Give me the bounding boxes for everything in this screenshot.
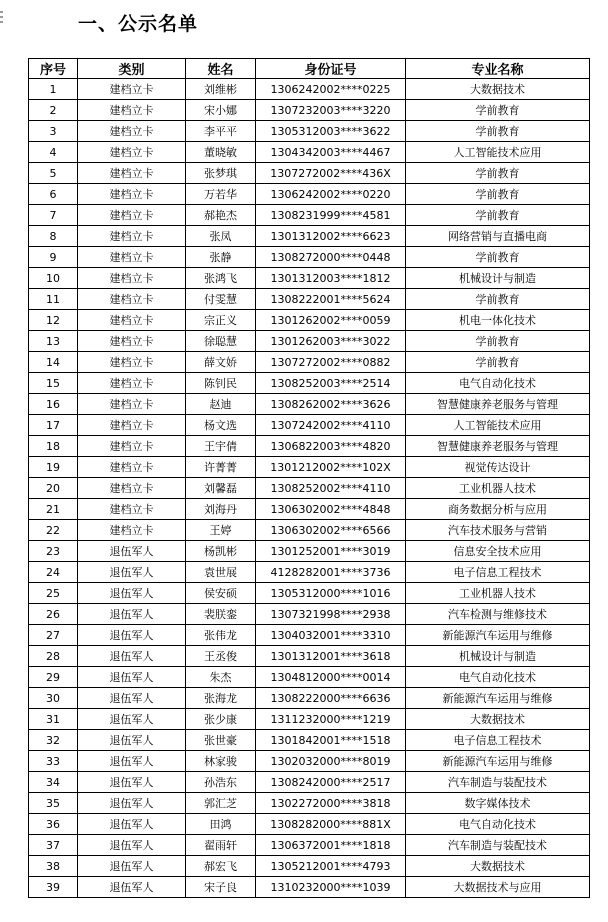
cell-id-number: 1310232000****1039: [256, 877, 406, 898]
cell-id-number: 1308222000****6636: [256, 688, 406, 709]
cell-category: 建档立卡: [78, 100, 186, 121]
cell-id-number: 1304032001****3310: [256, 625, 406, 646]
table-row: [29, 793, 590, 814]
cell-category: 建档立卡: [78, 436, 186, 457]
cell-category: 退伍军人: [78, 583, 186, 604]
cell-index: 27: [29, 625, 78, 646]
cell-major: 学前教育: [406, 331, 590, 352]
cell-id-number: 1305312003****3622: [256, 121, 406, 142]
cell-name: 朱杰: [186, 667, 256, 688]
table-row: [29, 814, 590, 835]
cell-name: 郝艳杰: [186, 205, 256, 226]
cell-name: 孙浩东: [186, 772, 256, 793]
header-category: 类别: [78, 59, 186, 79]
cell-index: 39: [29, 877, 78, 898]
cell-id-number: 1307232003****3220: [256, 100, 406, 121]
cell-major: 机械设计与制造: [406, 646, 590, 667]
cell-category: 建档立卡: [78, 226, 186, 247]
cell-name: 万若华: [186, 184, 256, 205]
table-row: [29, 562, 590, 583]
cell-index: 9: [29, 247, 78, 268]
cell-category: 退伍军人: [78, 541, 186, 562]
header-index: 序号: [29, 59, 78, 79]
table-row: [29, 184, 590, 205]
cell-name: 翟雨轩: [186, 835, 256, 856]
cell-index: 38: [29, 856, 78, 877]
cell-category: 建档立卡: [78, 310, 186, 331]
cell-id-number: 1304342003****4467: [256, 142, 406, 163]
cell-index: 13: [29, 331, 78, 352]
cell-id-number: 1306302002****6566: [256, 520, 406, 541]
cell-major: 汽车技术服务与营销: [406, 520, 590, 541]
cell-id-number: 1308262002****3626: [256, 394, 406, 415]
cell-category: 建档立卡: [78, 121, 186, 142]
cell-id-number: 1305312000****1016: [256, 583, 406, 604]
cell-name: 王婷: [186, 520, 256, 541]
table-row: [29, 121, 590, 142]
cell-name: 张静: [186, 247, 256, 268]
cell-index: 18: [29, 436, 78, 457]
cell-index: 30: [29, 688, 78, 709]
table-row: [29, 289, 590, 310]
cell-category: 退伍军人: [78, 646, 186, 667]
cell-major: 大数据技术: [406, 709, 590, 730]
cell-major: 网络营销与直播电商: [406, 226, 590, 247]
table-row: [29, 856, 590, 877]
cell-index: 23: [29, 541, 78, 562]
cell-index: 28: [29, 646, 78, 667]
cell-id-number: 1301842001****1518: [256, 730, 406, 751]
drag-handle-icon[interactable]: [0, 11, 5, 26]
table-row: [29, 373, 590, 394]
cell-name: 张少康: [186, 709, 256, 730]
cell-name: 裴朕銮: [186, 604, 256, 625]
cell-category: 退伍军人: [78, 856, 186, 877]
cell-major: 新能源汽车运用与维修: [406, 751, 590, 772]
cell-category: 建档立卡: [78, 478, 186, 499]
cell-category: 建档立卡: [78, 352, 186, 373]
cell-major: 工业机器人技术: [406, 478, 590, 499]
cell-id-number: 1307272002****436X: [256, 163, 406, 184]
cell-index: 10: [29, 268, 78, 289]
cell-major: 电气自动化技术: [406, 667, 590, 688]
table-row: [29, 310, 590, 331]
cell-index: 16: [29, 394, 78, 415]
cell-category: 建档立卡: [78, 163, 186, 184]
cell-major: 汽车制造与装配技术: [406, 835, 590, 856]
table-row: [29, 100, 590, 121]
cell-id-number: 1301312003****1812: [256, 268, 406, 289]
cell-id-number: 1308252003****2514: [256, 373, 406, 394]
cell-index: 5: [29, 163, 78, 184]
cell-index: 36: [29, 814, 78, 835]
cell-index: 6: [29, 184, 78, 205]
table-row: [29, 163, 590, 184]
cell-name: 刘维彬: [186, 79, 256, 100]
cell-major: 机电一体化技术: [406, 310, 590, 331]
cell-major: 电子信息工程技术: [406, 562, 590, 583]
table-row: [29, 646, 590, 667]
cell-name: 陈钊民: [186, 373, 256, 394]
cell-name: 张海龙: [186, 688, 256, 709]
table-row: [29, 583, 590, 604]
table-row: [29, 142, 590, 163]
cell-major: 学前教育: [406, 100, 590, 121]
cell-major: 学前教育: [406, 352, 590, 373]
cell-name: 宋小娜: [186, 100, 256, 121]
cell-category: 建档立卡: [78, 205, 186, 226]
cell-name: 徐聪慧: [186, 331, 256, 352]
cell-category: 建档立卡: [78, 415, 186, 436]
cell-category: 退伍军人: [78, 835, 186, 856]
cell-name: 王丞俊: [186, 646, 256, 667]
cell-name: 林家骏: [186, 751, 256, 772]
table-row: [29, 688, 590, 709]
cell-index: 24: [29, 562, 78, 583]
table-row: [29, 415, 590, 436]
cell-id-number: 1301212002****102X: [256, 457, 406, 478]
cell-id-number: 1311232000****1219: [256, 709, 406, 730]
table-row: [29, 730, 590, 751]
cell-category: 建档立卡: [78, 373, 186, 394]
cell-major: 汽车检测与维修技术: [406, 604, 590, 625]
cell-name: 张凤: [186, 226, 256, 247]
table-row: [29, 436, 590, 457]
cell-id-number: 1308242000****2517: [256, 772, 406, 793]
table-header-row: [29, 59, 590, 79]
cell-index: 20: [29, 478, 78, 499]
cell-id-number: 1304812000****0014: [256, 667, 406, 688]
cell-index: 33: [29, 751, 78, 772]
cell-index: 21: [29, 499, 78, 520]
cell-major: 学前教育: [406, 121, 590, 142]
table-row: [29, 625, 590, 646]
cell-category: 退伍军人: [78, 877, 186, 898]
cell-index: 32: [29, 730, 78, 751]
cell-major: 学前教育: [406, 289, 590, 310]
cell-category: 退伍军人: [78, 814, 186, 835]
cell-index: 37: [29, 835, 78, 856]
cell-id-number: 1301312002****6623: [256, 226, 406, 247]
cell-name: 赵迪: [186, 394, 256, 415]
cell-name: 张伟龙: [186, 625, 256, 646]
table-row: [29, 205, 590, 226]
cell-category: 建档立卡: [78, 142, 186, 163]
cell-major: 大数据技术: [406, 79, 590, 100]
cell-id-number: 1308272000****0448: [256, 247, 406, 268]
cell-id-number: 1305212001****4793: [256, 856, 406, 877]
table-row: [29, 667, 590, 688]
table-row: [29, 772, 590, 793]
cell-major: 新能源汽车运用与维修: [406, 625, 590, 646]
cell-name: 刘海丹: [186, 499, 256, 520]
table-row: [29, 520, 590, 541]
cell-name: 宗正义: [186, 310, 256, 331]
cell-category: 退伍军人: [78, 562, 186, 583]
cell-id-number: 1301262002****0059: [256, 310, 406, 331]
cell-category: 退伍军人: [78, 604, 186, 625]
cell-major: 人工智能技术应用: [406, 415, 590, 436]
cell-name: 李平平: [186, 121, 256, 142]
cell-id-number: 1306372001****1818: [256, 835, 406, 856]
cell-id-number: 1307321998****2938: [256, 604, 406, 625]
cell-index: 17: [29, 415, 78, 436]
cell-id-number: 1307242002****4110: [256, 415, 406, 436]
cell-name: 郝宏飞: [186, 856, 256, 877]
table-row: [29, 79, 590, 100]
cell-id-number: 1306242002****0225: [256, 79, 406, 100]
table-row: [29, 457, 590, 478]
cell-major: 电气自动化技术: [406, 373, 590, 394]
cell-index: 3: [29, 121, 78, 142]
cell-category: 建档立卡: [78, 289, 186, 310]
cell-category: 退伍军人: [78, 688, 186, 709]
cell-category: 退伍军人: [78, 667, 186, 688]
table-row: [29, 604, 590, 625]
cell-index: 12: [29, 310, 78, 331]
table-row: [29, 478, 590, 499]
table-row: [29, 352, 590, 373]
section-title: 一、公示名单: [78, 13, 199, 35]
cell-name: 郭汇芝: [186, 793, 256, 814]
cell-major: 商务数据分析与应用: [406, 499, 590, 520]
cell-index: 25: [29, 583, 78, 604]
cell-name: 付雯慧: [186, 289, 256, 310]
cell-major: 人工智能技术应用: [406, 142, 590, 163]
cell-major: 机械设计与制造: [406, 268, 590, 289]
cell-category: 退伍军人: [78, 751, 186, 772]
cell-major: 学前教育: [406, 184, 590, 205]
cell-major: 信息安全技术应用: [406, 541, 590, 562]
cell-category: 退伍军人: [78, 793, 186, 814]
cell-name: 董晓敏: [186, 142, 256, 163]
cell-category: 建档立卡: [78, 520, 186, 541]
cell-category: 建档立卡: [78, 79, 186, 100]
header-major: 专业名称: [406, 59, 590, 79]
cell-id-number: 1302032000****8019: [256, 751, 406, 772]
cell-major: 电子信息工程技术: [406, 730, 590, 751]
cell-name: 杨凯彬: [186, 541, 256, 562]
cell-major: 学前教育: [406, 205, 590, 226]
cell-id-number: 1308252002****4110: [256, 478, 406, 499]
table-row: [29, 394, 590, 415]
cell-category: 建档立卡: [78, 331, 186, 352]
cell-major: 视觉传达设计: [406, 457, 590, 478]
table-row: [29, 751, 590, 772]
cell-index: 4: [29, 142, 78, 163]
table-row: [29, 877, 590, 898]
table-row: [29, 247, 590, 268]
cell-index: 14: [29, 352, 78, 373]
cell-name: 张梦琪: [186, 163, 256, 184]
cell-name: 田鸿: [186, 814, 256, 835]
cell-major: 智慧健康养老服务与管理: [406, 436, 590, 457]
cell-category: 退伍军人: [78, 709, 186, 730]
cell-major: 学前教育: [406, 163, 590, 184]
cell-id-number: 1301262003****3022: [256, 331, 406, 352]
cell-category: 建档立卡: [78, 268, 186, 289]
cell-index: 2: [29, 100, 78, 121]
cell-category: 建档立卡: [78, 184, 186, 205]
cell-id-number: 1301312001****3618: [256, 646, 406, 667]
cell-index: 31: [29, 709, 78, 730]
cell-major: 工业机器人技术: [406, 583, 590, 604]
cell-name: 张鸿飞: [186, 268, 256, 289]
header-id-number: 身份证号: [256, 59, 406, 79]
cell-major: 数字媒体技术: [406, 793, 590, 814]
cell-id-number: 1306302002****4848: [256, 499, 406, 520]
cell-id-number: 1308282000****881X: [256, 814, 406, 835]
cell-id-number: 1301252001****3019: [256, 541, 406, 562]
cell-category: 建档立卡: [78, 499, 186, 520]
cell-name: 侯安硕: [186, 583, 256, 604]
cell-index: 22: [29, 520, 78, 541]
cell-category: 退伍军人: [78, 730, 186, 751]
cell-index: 29: [29, 667, 78, 688]
cell-index: 7: [29, 205, 78, 226]
cell-category: 建档立卡: [78, 247, 186, 268]
cell-index: 26: [29, 604, 78, 625]
cell-index: 11: [29, 289, 78, 310]
cell-name: 袁世展: [186, 562, 256, 583]
table-row: [29, 709, 590, 730]
cell-id-number: 4128282001****3736: [256, 562, 406, 583]
cell-category: 退伍军人: [78, 772, 186, 793]
cell-name: 王宇倩: [186, 436, 256, 457]
table-row: [29, 331, 590, 352]
table-row: [29, 268, 590, 289]
cell-major: 智慧健康养老服务与管理: [406, 394, 590, 415]
cell-index: 1: [29, 79, 78, 100]
cell-name: 许菁菁: [186, 457, 256, 478]
cell-name: 薛文娇: [186, 352, 256, 373]
cell-index: 15: [29, 373, 78, 394]
table-row: [29, 835, 590, 856]
cell-index: 8: [29, 226, 78, 247]
cell-name: 宋子良: [186, 877, 256, 898]
public-list-table: [28, 58, 590, 898]
cell-category: 退伍军人: [78, 625, 186, 646]
header-name: 姓名: [186, 59, 256, 79]
cell-major: 新能源汽车运用与维修: [406, 688, 590, 709]
cell-major: 学前教育: [406, 247, 590, 268]
cell-category: 建档立卡: [78, 394, 186, 415]
cell-index: 19: [29, 457, 78, 478]
cell-name: 刘馨磊: [186, 478, 256, 499]
cell-id-number: 1302272000****3818: [256, 793, 406, 814]
cell-major: 汽车制造与装配技术: [406, 772, 590, 793]
cell-id-number: 1306822003****4820: [256, 436, 406, 457]
cell-major: 电气自动化技术: [406, 814, 590, 835]
cell-index: 34: [29, 772, 78, 793]
table-row: [29, 541, 590, 562]
cell-id-number: 1307272002****0882: [256, 352, 406, 373]
cell-id-number: 1308222001****5624: [256, 289, 406, 310]
table-row: [29, 499, 590, 520]
cell-id-number: 1308231999****4581: [256, 205, 406, 226]
cell-category: 建档立卡: [78, 457, 186, 478]
cell-major: 大数据技术与应用: [406, 877, 590, 898]
table-row: [29, 226, 590, 247]
cell-major: 大数据技术: [406, 856, 590, 877]
cell-name: 杨文选: [186, 415, 256, 436]
cell-name: 张世豪: [186, 730, 256, 751]
cell-index: 35: [29, 793, 78, 814]
table-body: [29, 79, 590, 898]
cell-id-number: 1306242002****0220: [256, 184, 406, 205]
